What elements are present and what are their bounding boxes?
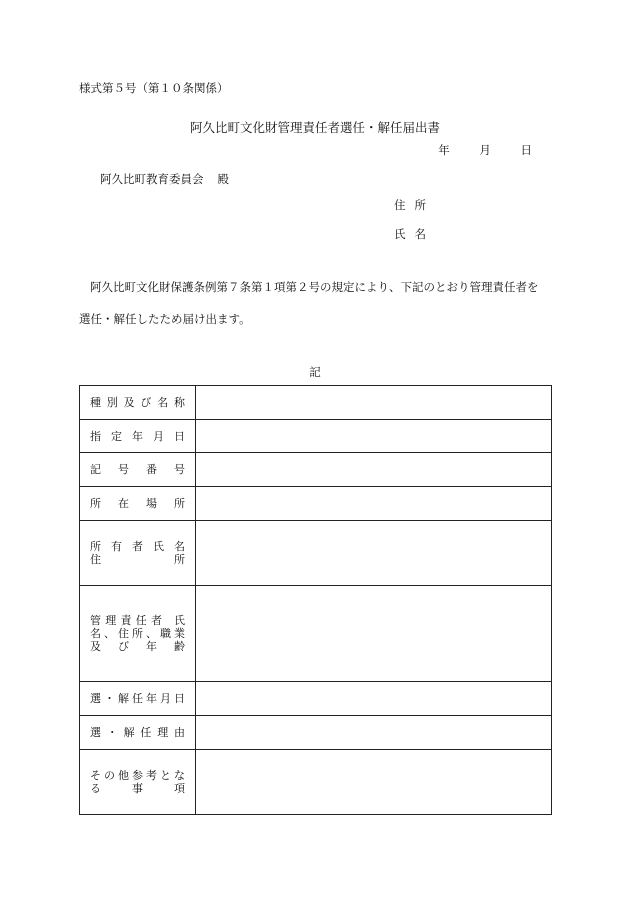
row-value-field[interactable] <box>196 716 552 750</box>
row-value-field[interactable] <box>196 586 552 682</box>
applicant-address <box>394 197 435 213</box>
row-label <box>80 749 196 814</box>
table-row <box>80 682 552 716</box>
row-label-line: 所 有 者 氏 名 <box>90 539 185 553</box>
table-row <box>80 749 552 814</box>
row-label-line: 管 理 責 任 者 氏 <box>90 614 185 628</box>
addressee-suffix: 殿 <box>217 172 229 186</box>
row-value-field[interactable] <box>196 520 552 585</box>
row-label <box>80 453 196 487</box>
row-label <box>80 386 196 420</box>
row-label <box>80 419 196 453</box>
date-month: 月 <box>479 143 491 157</box>
form-number: 様式第５号（第１０条関係） <box>79 81 229 95</box>
row-label-line: 所 在 場 所 <box>90 497 185 511</box>
document-title: 阿久比町文化財管理責任者選任・解任届出書 <box>189 120 440 135</box>
row-label-line: る 事 項 <box>90 781 185 795</box>
row-label <box>80 682 196 716</box>
table-row <box>80 520 552 585</box>
row-label-line: 選 ・ 解 任 年 月 日 <box>90 692 185 706</box>
row-label-line: そ の 他 参 考 と な <box>90 768 185 782</box>
body-text-line-1: 阿久比町文化財保護条例第７条第１項第２号の規定により、下記のとおり管理責任者を <box>90 280 539 294</box>
row-label-line: 種 別 及 び 名 称 <box>90 395 185 409</box>
table-row <box>80 419 552 453</box>
table-row <box>80 716 552 750</box>
row-label-line: 記 号 番 号 <box>90 463 185 477</box>
row-label-line: 及 び 年 齢 <box>90 640 185 654</box>
row-value-field[interactable] <box>196 682 552 716</box>
row-label <box>80 520 196 585</box>
row-value-field[interactable] <box>196 453 552 487</box>
table-row <box>80 586 552 682</box>
addressee-name: 阿久比町教育委員会 <box>100 172 204 186</box>
row-label-line: 指 定 年 月 日 <box>90 429 185 443</box>
addressee <box>100 171 229 187</box>
table-row <box>80 453 552 487</box>
row-label-line: 名 、 住 所 、 職 業 <box>90 627 185 641</box>
date-line <box>412 142 532 158</box>
applicant-name <box>394 226 435 242</box>
table-row <box>80 487 552 521</box>
table-row <box>80 386 552 420</box>
items-table <box>79 385 552 815</box>
row-value-field[interactable] <box>196 487 552 521</box>
row-label <box>80 487 196 521</box>
row-value-field[interactable] <box>196 749 552 814</box>
applicant-name-label: 氏名 <box>394 227 435 241</box>
date-year: 年 <box>438 143 450 157</box>
row-value-field[interactable] <box>196 386 552 420</box>
row-label-line: 選 ・ 解 任 理 由 <box>90 725 185 739</box>
date-day: 日 <box>520 143 532 157</box>
row-label-line: 住 所 <box>90 552 185 566</box>
row-value-field[interactable] <box>196 419 552 453</box>
row-label <box>80 716 196 750</box>
body-text-line-2: 選任・解任したため届け出ます。 <box>79 312 251 326</box>
applicant-address-label: 住所 <box>394 198 435 212</box>
ki-heading: 記 <box>309 365 321 379</box>
row-label <box>80 586 196 682</box>
